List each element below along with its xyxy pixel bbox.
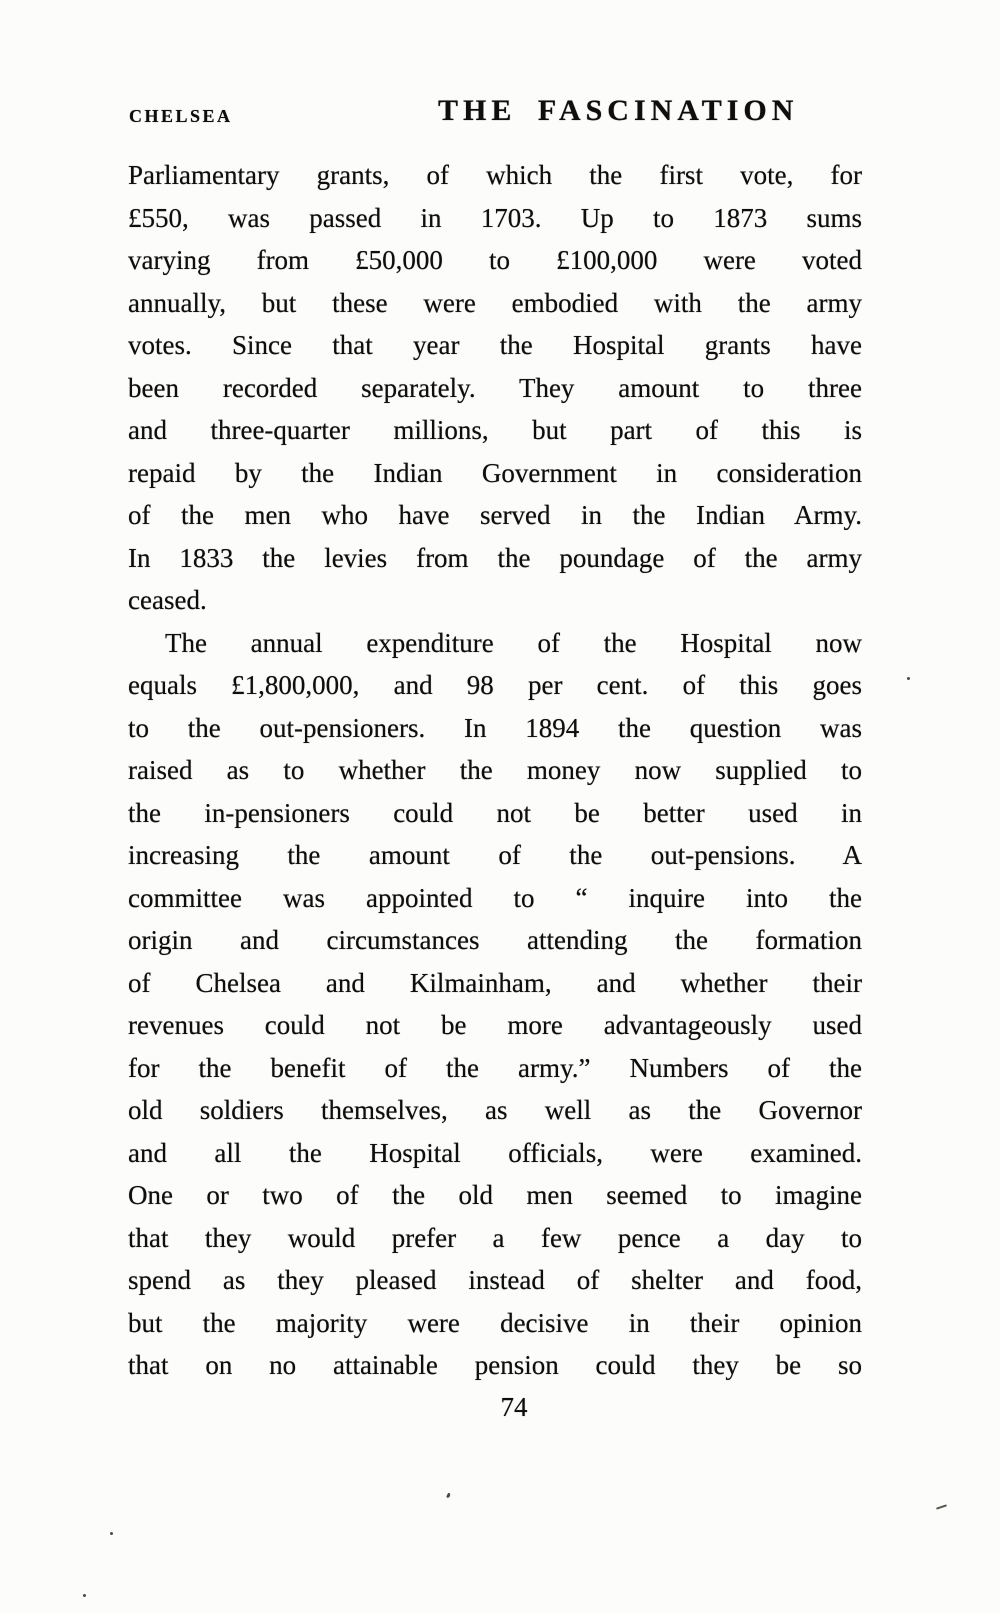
text-line: and all the Hospital officials, were examined. <box>128 1137 862 1168</box>
scan-speck <box>446 1493 451 1499</box>
paragraph <box>128 622 862 1387</box>
text-line: that on no attainable pension could they be so <box>128 1350 862 1380</box>
text-line: of Chelsea and Kilmainham, and whether their <box>128 967 862 998</box>
paragraph <box>128 154 862 622</box>
running-header-left: CHELSEA <box>129 106 233 126</box>
text-line: One or two of the old men seemed to imagine <box>128 1180 862 1210</box>
text-line: to the out-pensioners. In 1894 the question was <box>128 712 862 743</box>
text-line: votes. Since that year the Hospital grants have <box>128 330 862 360</box>
text-line: raised as to whether the money now supplied to <box>128 755 862 785</box>
text-line: the in-pensioners could not be better used in <box>128 797 862 828</box>
text-line: old soldiers themselves, as well as the Governor <box>128 1095 862 1125</box>
text-line: ceased. <box>128 585 207 615</box>
text-line: committee was appointed to “ inquire into the <box>128 882 862 913</box>
text-line: Parliamentary grants, of which the first vote, for <box>128 160 862 190</box>
text-line: of the men who have served in the Indian Army. <box>128 500 862 530</box>
page-text <box>128 154 862 1387</box>
text-line: revenues could not be more advantageously used <box>128 1010 862 1040</box>
scan-speck <box>110 1532 113 1535</box>
text-line: that they would prefer a few pence a day to <box>128 1222 862 1253</box>
page-number: 74 <box>500 1392 528 1422</box>
running-header-title: THE FASCINATION <box>438 94 799 127</box>
text-line: The annual expenditure of the Hospital now <box>165 627 862 658</box>
text-line: spend as they pleased instead of shelter and food, <box>128 1265 862 1295</box>
text-line: been recorded separately. They amount to three <box>128 372 862 403</box>
text-line: but the majority were decisive in their opinion <box>128 1307 862 1338</box>
scan-speck <box>936 1504 947 1509</box>
scan-speck <box>907 677 910 680</box>
text-line: origin and circumstances attending the formation <box>128 925 862 955</box>
text-line: annually, but these were embodied with the army <box>128 287 862 318</box>
text-line: and three-quarter millions, but part of this is <box>128 415 862 445</box>
text-line: repaid by the Indian Government in consideration <box>128 457 862 488</box>
text-line: In 1833 the levies from the poundage of the army <box>128 542 862 573</box>
text-line: varying from £50,000 to £100,000 were voted <box>128 245 862 275</box>
text-line: equals £1,800,000, and 98 per cent. of this goes <box>128 670 862 700</box>
text-line: increasing the amount of the out-pensions. A <box>128 840 862 870</box>
text-line: £550, was passed in 1703. Up to 1873 sums <box>128 202 862 233</box>
text-line: for the benefit of the army.” Numbers of the <box>128 1052 862 1083</box>
scan-speck <box>83 1594 86 1597</box>
